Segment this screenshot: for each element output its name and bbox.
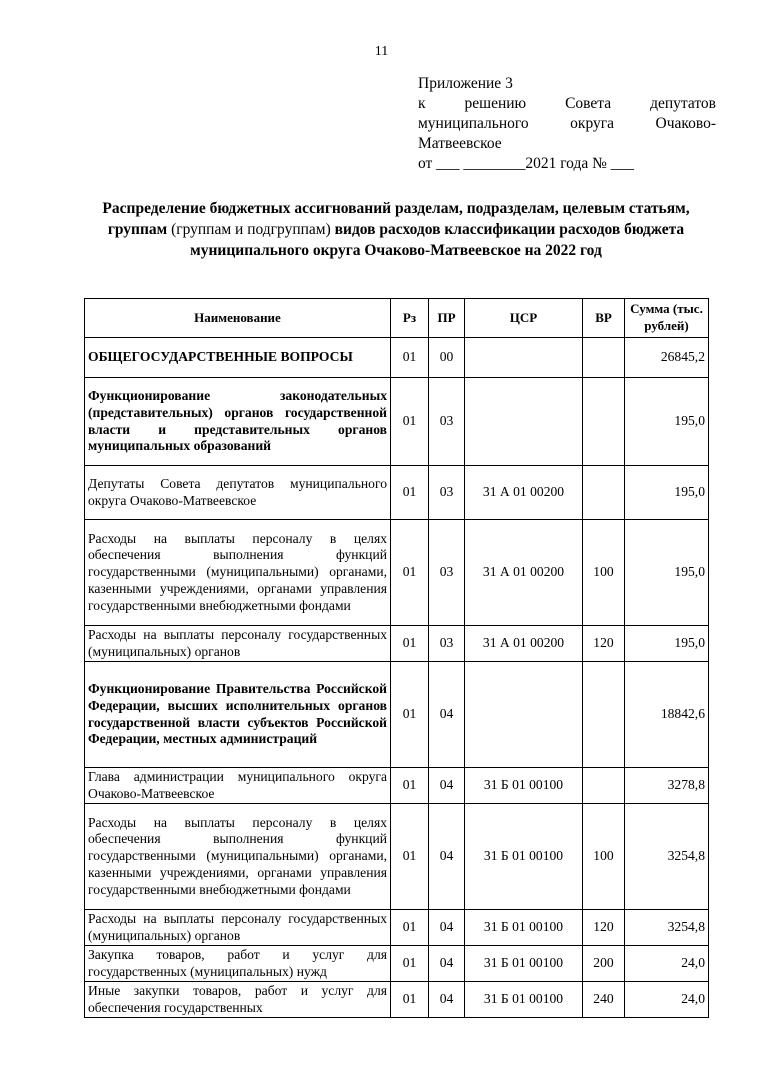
row-name: Расходы на выплаты персоналу государственных (муниципальных) органов xyxy=(85,910,391,946)
row-pr: 04 xyxy=(429,910,465,946)
row-pr: 04 xyxy=(429,804,465,910)
row-vr: 120 xyxy=(583,626,625,662)
table-row xyxy=(85,910,709,946)
row-sum: 195,0 xyxy=(625,520,709,626)
row-csr xyxy=(465,662,583,768)
title-part-2: (группам и подгруппам) xyxy=(167,221,335,238)
row-csr xyxy=(465,338,583,378)
row-vr: 200 xyxy=(583,946,625,982)
header-rz: Рз xyxy=(391,299,429,338)
row-rz: 01 xyxy=(391,910,429,946)
row-rz: 01 xyxy=(391,946,429,982)
row-name: Закупка товаров, работ и услуг для государственных (муниципальных) нужд xyxy=(85,946,391,982)
row-vr xyxy=(583,662,625,768)
row-rz: 01 xyxy=(391,466,429,520)
document-title xyxy=(86,198,706,261)
row-pr: 04 xyxy=(429,946,465,982)
row-name: Расходы на выплаты персоналу в целях обеспечения выполнения функций государственными (муниципальными) органами, казенными учреждениями, органами управления государственными внебюджетными фондами xyxy=(85,804,391,910)
row-name: Расходы на выплаты персоналу государственных (муниципальных) органов xyxy=(85,626,391,662)
row-csr: 31 Б 01 00100 xyxy=(465,910,583,946)
appendix-date: от ___ ________2021 года № ___ xyxy=(418,155,635,172)
row-name: Функционирование Правительства Российской Федерации, высших исполнительных органов государственной власти субъектов Российской Федерации, местных администраций xyxy=(85,662,391,768)
row-pr: 04 xyxy=(429,768,465,804)
row-name: Депутаты Совета депутатов муниципального округа Очаково-Матвеевское xyxy=(85,466,391,520)
row-pr: 00 xyxy=(429,338,465,378)
title-part-3: видов расходов классификации расходов бюджета муниципального округа Очаково-Матвеевское на 2022 год xyxy=(190,221,685,259)
row-rz: 01 xyxy=(391,520,429,626)
row-rz: 01 xyxy=(391,338,429,378)
row-csr: 31 Б 01 00100 xyxy=(465,804,583,910)
table-row xyxy=(85,946,709,982)
row-csr: 31 А 01 00200 xyxy=(465,626,583,662)
table-row xyxy=(85,662,709,768)
appendix-district: Матвеевское xyxy=(418,135,502,152)
row-csr: 31 А 01 00200 xyxy=(465,520,583,626)
row-sum: 3278,8 xyxy=(625,768,709,804)
table-row xyxy=(85,804,709,910)
row-vr xyxy=(583,338,625,378)
row-sum: 24,0 xyxy=(625,982,709,1018)
table-header-row xyxy=(85,299,709,338)
table-row xyxy=(85,466,709,520)
row-pr: 03 xyxy=(429,466,465,520)
row-vr xyxy=(583,378,625,466)
header-name: Наименование xyxy=(85,299,391,338)
table-row xyxy=(85,626,709,662)
row-pr: 03 xyxy=(429,626,465,662)
row-csr xyxy=(465,378,583,466)
row-sum: 3254,8 xyxy=(625,910,709,946)
title-part-1: Распределение бюджетных ассигнований разделам, подразделам, целевым статьям, группам xyxy=(102,200,690,238)
row-csr: 31 Б 01 00100 xyxy=(465,982,583,1018)
table-row xyxy=(85,982,709,1018)
row-name: Расходы на выплаты персоналу в целях обеспечения выполнения функций государственными (муниципальными) органами, казенными учреждениями, органами управления государственными внебюджетными фондами xyxy=(85,520,391,626)
row-sum: 26845,2 xyxy=(625,338,709,378)
row-rz: 01 xyxy=(391,768,429,804)
header-vr: ВР xyxy=(583,299,625,338)
row-name: ОБЩЕГОСУДАРСТВЕННЫЕ ВОПРОСЫ xyxy=(85,338,391,378)
appendix-header xyxy=(418,74,716,174)
row-sum: 195,0 xyxy=(625,378,709,466)
row-vr: 120 xyxy=(583,910,625,946)
row-vr xyxy=(583,466,625,520)
row-rz: 01 xyxy=(391,378,429,466)
row-vr xyxy=(583,768,625,804)
row-rz: 01 xyxy=(391,982,429,1018)
appendix-decision: к решению Совета депутатов xyxy=(418,95,716,112)
appendix-council: муниципального округа Очаково- xyxy=(418,115,716,132)
row-pr: 04 xyxy=(429,982,465,1018)
page-number: 11 xyxy=(374,44,389,59)
appendix-number: Приложение 3 xyxy=(418,75,513,92)
header-sum: Сумма (тыс. рублей) xyxy=(625,299,709,338)
row-pr: 04 xyxy=(429,662,465,768)
row-vr: 240 xyxy=(583,982,625,1018)
row-vr: 100 xyxy=(583,520,625,626)
row-vr: 100 xyxy=(583,804,625,910)
row-rz: 01 xyxy=(391,626,429,662)
row-pr: 03 xyxy=(429,378,465,466)
row-rz: 01 xyxy=(391,804,429,910)
row-rz: 01 xyxy=(391,662,429,768)
row-csr: 31 А 01 00200 xyxy=(465,466,583,520)
table-row xyxy=(85,520,709,626)
budget-table xyxy=(84,298,709,1018)
row-csr: 31 Б 01 00100 xyxy=(465,768,583,804)
row-csr: 31 Б 01 00100 xyxy=(465,946,583,982)
row-sum: 24,0 xyxy=(625,946,709,982)
row-sum: 195,0 xyxy=(625,466,709,520)
row-pr: 03 xyxy=(429,520,465,626)
header-pr: ПР xyxy=(429,299,465,338)
row-sum: 195,0 xyxy=(625,626,709,662)
row-name: Глава администрации муниципального округа Очаково-Матвеевское xyxy=(85,768,391,804)
header-csr: ЦСР xyxy=(465,299,583,338)
row-sum: 18842,6 xyxy=(625,662,709,768)
table-row xyxy=(85,378,709,466)
row-name: Иные закупки товаров, работ и услуг для обеспечения государственных xyxy=(85,982,391,1018)
table-row xyxy=(85,338,709,378)
table-row xyxy=(85,768,709,804)
row-name: Функционирование законодательных (представительных) органов государственной власти и представительных органов муниципальных образований xyxy=(85,378,391,466)
row-sum: 3254,8 xyxy=(625,804,709,910)
